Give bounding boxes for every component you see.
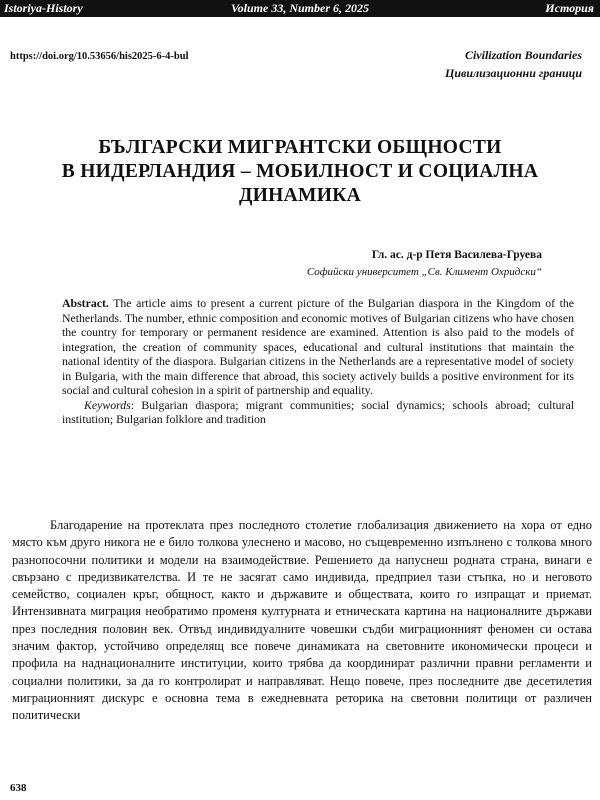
article-body (12, 517, 592, 725)
section-label (445, 46, 582, 82)
abstract (62, 296, 574, 427)
author-name: Гл. ас. д-р Петя Василева-Груева (371, 249, 542, 261)
title-line: В НИДЕРЛАНДИЯ – МОБИЛНОСТ И СОЦИАЛНА (61, 161, 539, 182)
keywords-paragraph (62, 398, 574, 427)
keywords-label: Keywords (84, 397, 131, 412)
doi-link[interactable]: https://doi.org/10.53656/his2025-6-4-bul (10, 51, 189, 62)
abstract-paragraph (62, 296, 574, 398)
section-label-english: Civilization Boundaries (464, 48, 582, 62)
journal-volume: Volume 33, Number 6, 2025 (230, 1, 369, 15)
author-block (307, 247, 542, 281)
journal-name: Istoriya-History (4, 1, 83, 15)
abstract-label: Abstract. (62, 296, 109, 310)
title-line: ДИНАМИКА (238, 185, 362, 206)
abstract-text: The article aims to present a current picture of the Bulgarian diaspora in the Kingdom of the Netherlands. The number, ethnic composition and economic motives of Bulgarian citizens who have chosen the country for temporary or permanent residence are examined. Attention is also paid to the models of integration, the creation of community spaces, educational and cultural institutions that maintain the national identity of the diaspora. Bulgarian citizens in the Netherlands are a representative model of society in Bulgaria, with the main difference that abroad, this society actively builds a positive environment for its social and cultural cohesion in a spirit of partnership and equality. (62, 296, 574, 397)
keywords-text: : Bulgarian diaspora; migrant communities; social dynamics; schools abroad; cultural institution; Bulgarian folklore and tradition (62, 397, 574, 426)
journal-header-bar (0, 0, 600, 17)
author-affiliation: Софийски университет „Св. Климент Охридски“ (306, 266, 542, 278)
journal-name-bulgarian: История (545, 1, 594, 15)
body-paragraph: Благодарение на протеклата през последното столетие глобализация движението на хора от едно място към друго никога не е било толкова улеснено и масово, но същевременно изпълнено с толкова много разнопосочни политики и модели на взаимодействие. Решението да напуснеш родната страна, винаги е свързано с предизвикателства. И те не засягат само индивида, предприел тази стъпка, но и неговото семейство, социален кръг, общност, както и държавите и обществата, които го изпращат и приемат. Интензивната миграция необратимо променя културната и етническата картина на националните държави през последния половин век. Отвъд индивидуалните човешки съдби миграционният феномен си остава значим фактор, устойчиво определящ все повече динамиката на световните икономически процеси и профила на наднационалните институции, които трябва да координират различни правни регламенти и социални политики, за да го контролират и направляват. Нещо повече, през последните две десетилетия миграционният дискурс е основна тема в ежедневната реторика на световни политици от различен политически (12, 518, 592, 723)
title-line: БЪЛГАРСКИ МИГРАНТСКИ ОБЩНОСТИ (98, 137, 502, 158)
page-number: 638 (10, 782, 27, 794)
article-title (0, 136, 600, 208)
section-label-bulgarian: Цивилизационни граници (444, 66, 582, 80)
